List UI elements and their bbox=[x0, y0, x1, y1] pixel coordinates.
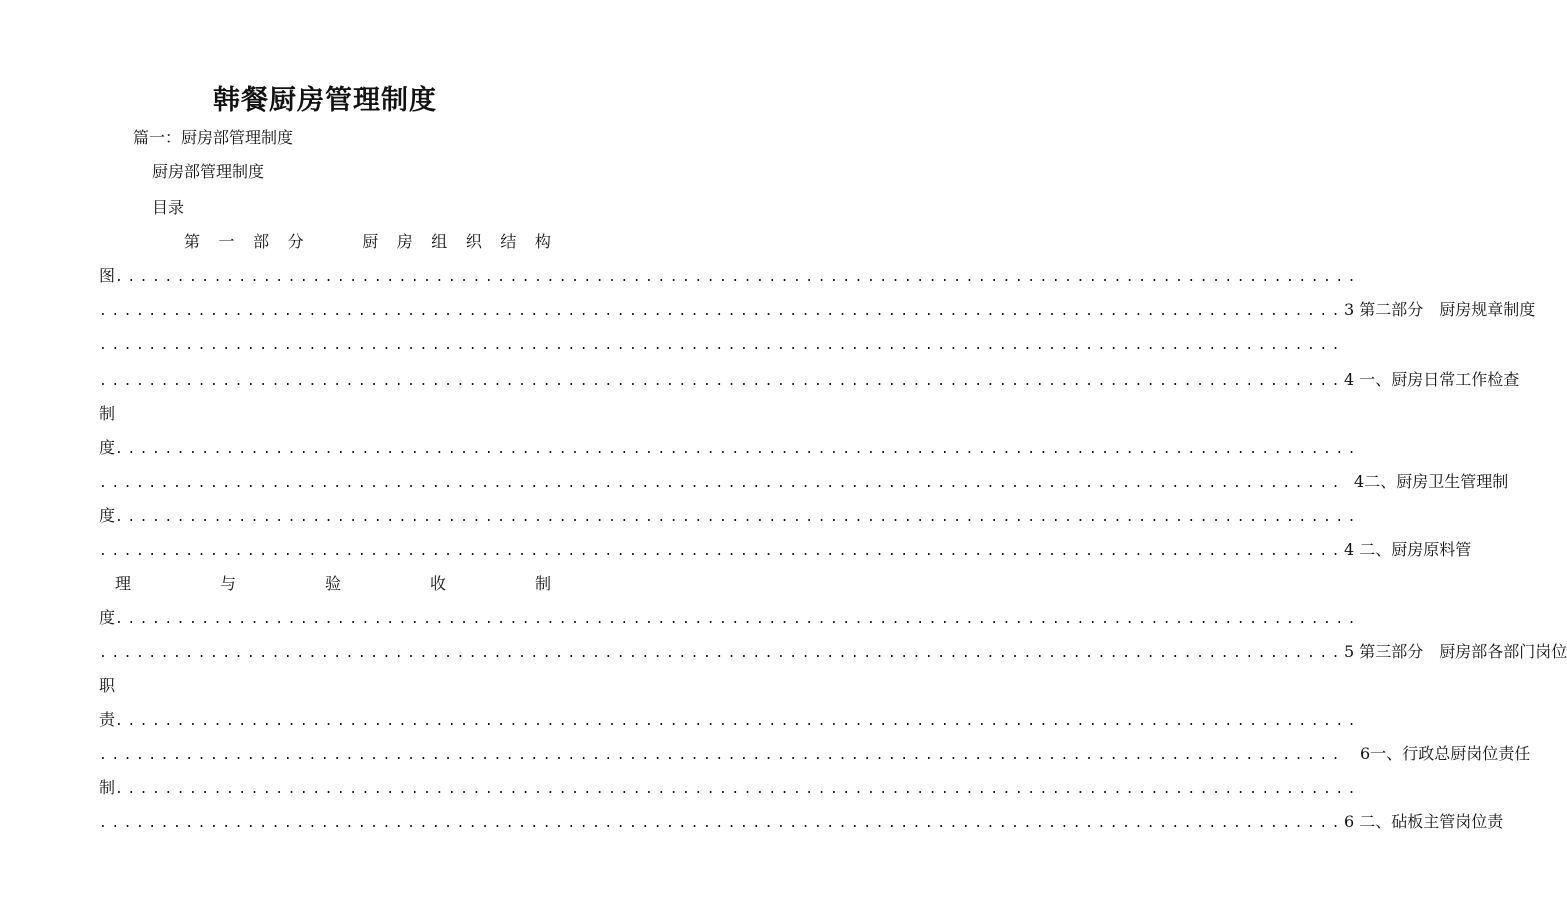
toc-line-3 bbox=[99, 298, 1536, 322]
toc-char: 岗 bbox=[1466, 744, 1483, 763]
toc-line-15 bbox=[99, 708, 1361, 732]
toc-char: 部 bbox=[253, 232, 270, 251]
toc-char: 第 bbox=[184, 232, 201, 251]
leader-dots: ..................................................................................................... bbox=[115, 510, 1361, 525]
leader-dots: ..................................................................................................... bbox=[99, 646, 1344, 661]
toc-char: 厨 bbox=[1396, 472, 1413, 491]
leader-dots: ..................................................................................................... bbox=[115, 714, 1361, 729]
leader-dots: ..................................................................................................... bbox=[115, 612, 1361, 627]
toc-char: 结 bbox=[500, 232, 517, 251]
toc-char: 6 bbox=[1360, 744, 1371, 763]
toc-char: 行 bbox=[1402, 744, 1419, 763]
toc-char: 责 bbox=[1498, 744, 1515, 763]
toc-char: 政 bbox=[1418, 744, 1435, 763]
toc-head: 责 bbox=[99, 710, 116, 729]
leader-dots: ..................................................................................................... bbox=[99, 816, 1344, 831]
toc-head: 度 bbox=[99, 438, 116, 457]
toc-line-12 bbox=[99, 606, 1361, 630]
toc-char: 总 bbox=[1434, 744, 1451, 763]
toc-head: 度 bbox=[99, 506, 116, 525]
leader-dots: ..................................................................................................... bbox=[115, 782, 1361, 797]
toc-char: 分 bbox=[287, 232, 304, 251]
section-label: 篇一：厨房部管理制度 bbox=[133, 128, 294, 147]
toc-char: 理 bbox=[1476, 472, 1493, 491]
toc-char: 管 bbox=[1460, 472, 1477, 491]
toc-line-4 bbox=[99, 334, 1344, 358]
toc-char: 一 bbox=[218, 232, 235, 251]
leader-dots: ..................................................................................................... bbox=[99, 304, 1344, 319]
leader-dots: ..................................................................................................... bbox=[99, 748, 1344, 763]
toc-line-2 bbox=[99, 264, 1361, 288]
toc-tail bbox=[1344, 470, 1508, 494]
toc-line-10 bbox=[99, 538, 1472, 562]
toc-line-17 bbox=[99, 776, 1361, 800]
toc-char: 收 bbox=[429, 574, 446, 593]
toc-tail: 3 第二部分 厨房规章制度 bbox=[1344, 300, 1536, 319]
toc-char: 验 bbox=[324, 574, 341, 593]
toc-char: 厨 bbox=[362, 232, 379, 251]
toc-head: 制 bbox=[99, 778, 116, 797]
toc-tail: 4 一、厨房日常工作检查 bbox=[1344, 370, 1520, 389]
toc-char: 房 bbox=[1412, 472, 1429, 491]
toc-char: 厨 bbox=[1450, 744, 1467, 763]
toc-char: 构 bbox=[534, 232, 551, 251]
toc-head: 图 bbox=[99, 266, 116, 285]
toc-char: 房 bbox=[396, 232, 413, 251]
toc-char: 一 bbox=[1370, 744, 1387, 763]
toc-char: 组 bbox=[431, 232, 448, 251]
toc-heading: 目录 bbox=[152, 198, 185, 217]
toc-char: 与 bbox=[219, 574, 236, 593]
leader-dots: ..................................................................................................... bbox=[99, 544, 1344, 559]
toc-line-18 bbox=[99, 810, 1504, 834]
leader-dots: ..................................................................................................... bbox=[99, 476, 1344, 491]
toc-tail: 5 第三部分 厨房部各部门岗位 bbox=[1344, 642, 1567, 661]
toc-line-13 bbox=[99, 640, 1567, 664]
toc-line-9 bbox=[99, 504, 1361, 528]
toc-char: 4 bbox=[1354, 472, 1365, 491]
toc-char: 、 bbox=[1386, 744, 1403, 763]
leader-dots: ..................................................................................................... bbox=[99, 374, 1344, 389]
toc-char: 理 bbox=[115, 574, 132, 593]
toc-char: 二、 bbox=[1364, 472, 1397, 491]
toc-tail: 6 二、砧板主管岗位责 bbox=[1344, 812, 1504, 831]
toc-line-5 bbox=[99, 368, 1520, 392]
toc-char: 制 bbox=[534, 574, 551, 593]
toc-line-8 bbox=[99, 470, 1509, 494]
leader-dots: ..................................................................................................... bbox=[99, 338, 1344, 353]
toc-tail: 4 二、厨房原料管 bbox=[1344, 540, 1472, 559]
subtitle: 厨房部管理制度 bbox=[152, 162, 265, 181]
toc-char: 生 bbox=[1444, 472, 1461, 491]
toc-line-7 bbox=[99, 436, 1361, 460]
toc-char: 织 bbox=[465, 232, 482, 251]
toc-char: 位 bbox=[1482, 744, 1499, 763]
document-title: 韩餐厨房管理制度 bbox=[213, 85, 437, 116]
toc-line-11 bbox=[99, 572, 551, 596]
toc-tail bbox=[1344, 742, 1530, 766]
toc-line-1 bbox=[184, 230, 551, 254]
toc-line-14: 职 bbox=[99, 676, 116, 695]
leader-dots: ..................................................................................................... bbox=[115, 270, 1361, 285]
toc-line-16 bbox=[99, 742, 1531, 766]
leader-dots: ..................................................................................................... bbox=[115, 442, 1361, 457]
toc-head: 度 bbox=[99, 608, 116, 627]
toc-char: 卫 bbox=[1428, 472, 1445, 491]
toc-char: 任 bbox=[1514, 744, 1531, 763]
toc-line-6: 制 bbox=[99, 404, 116, 423]
toc-char: 制 bbox=[1492, 472, 1509, 491]
